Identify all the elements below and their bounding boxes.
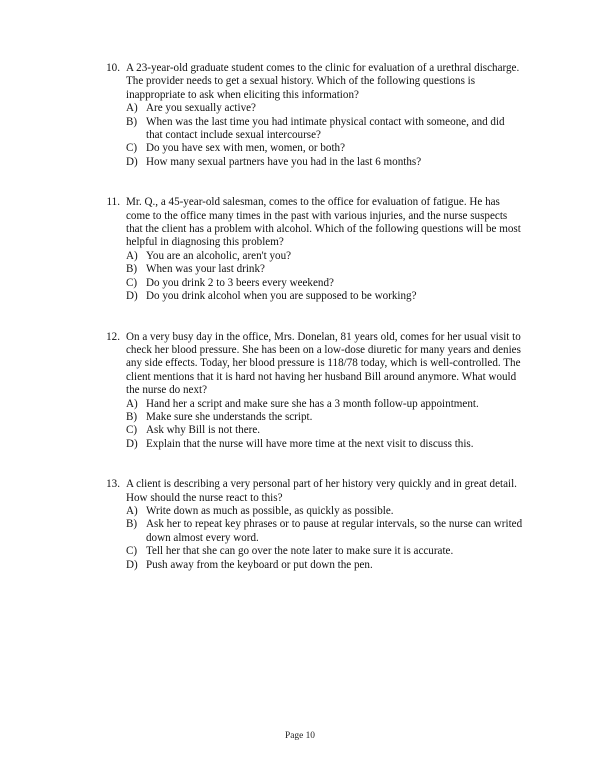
- option-list: [104, 505, 524, 572]
- option-list: [104, 398, 524, 452]
- option-letter: D): [126, 437, 138, 450]
- question-stem: [104, 62, 524, 102]
- option-letter: D): [126, 558, 138, 571]
- option-letter: D): [126, 290, 138, 303]
- question-list: [104, 62, 524, 599]
- question-number: 12.: [106, 330, 120, 343]
- option-item[interactable]: [126, 438, 524, 451]
- option-letter: C): [126, 424, 138, 437]
- question-item: [104, 62, 524, 169]
- option-letter: D): [126, 155, 138, 168]
- option-letter: C): [126, 545, 138, 558]
- option-item[interactable]: [126, 250, 524, 263]
- option-item[interactable]: [126, 290, 524, 303]
- option-text: Do you drink alcohol when you are supposed to be working?: [146, 290, 417, 303]
- option-text: Do you drink 2 to 3 beers every weekend?: [146, 276, 334, 289]
- option-text: Explain that the nurse will have more time at the next visit to discuss this.: [146, 437, 474, 450]
- option-item[interactable]: [126, 559, 524, 572]
- option-text: Do you have sex with men, women, or both?: [146, 142, 346, 155]
- option-letter: A): [126, 102, 138, 115]
- question-item: [104, 478, 524, 572]
- option-letter: A): [126, 249, 138, 262]
- option-text: Push away from the keyboard or put down the pen.: [146, 558, 373, 571]
- option-text: Make sure she understands the script.: [146, 410, 313, 423]
- question-stem: [104, 478, 524, 505]
- option-item[interactable]: [126, 156, 524, 169]
- question-text: A 23-year-old graduate student comes to the clinic for evaluation of a urethral discharge. The provider needs to get a sexual history. Which of the following questions is inappropriate to ask when eliciting this information?: [126, 62, 520, 101]
- question-text: On a very busy day in the office, Mrs. Donelan, 81 years old, comes for her usual visit to check her blood pressure. She has been on a low-dose diuretic for many years and denies any side effects. Today, her blood pressure is 118/78 today, which is well-controlled. The client mentions that it is hard not having her husband Bill around anymore. What would the nurse do next?: [126, 330, 521, 397]
- option-text: Ask her to repeat key phrases or to pause at regular intervals, so the nurse can writed down almost every word.: [146, 518, 523, 544]
- option-item[interactable]: [126, 545, 524, 558]
- option-text: How many sexual partners have you had in the last 6 months?: [146, 155, 422, 168]
- option-list: [104, 250, 524, 304]
- option-item[interactable]: [126, 263, 524, 276]
- question-number: 13.: [106, 478, 120, 491]
- question-stem: [104, 196, 524, 250]
- question-text: Mr. Q., a 45-year-old salesman, comes to the office for evaluation of fatigue. He has come to the office many times in the past with various injuries, and the nurse suspects that the client has a problem with alcohol. Which of the following questions will be most helpful in diagnosing this problem?: [126, 196, 521, 249]
- option-letter: B): [126, 263, 138, 276]
- option-item[interactable]: [126, 116, 524, 143]
- option-letter: C): [126, 276, 138, 289]
- option-text: Tell her that she can go over the note later to make sure it is accurate.: [146, 545, 454, 558]
- option-text: You are an alcoholic, aren't you?: [146, 249, 292, 262]
- option-letter: A): [126, 397, 138, 410]
- option-item[interactable]: [126, 102, 524, 115]
- question-number: 11.: [106, 196, 120, 209]
- option-item[interactable]: [126, 142, 524, 155]
- option-letter: B): [126, 410, 138, 423]
- option-letter: A): [126, 504, 138, 517]
- option-list: [104, 102, 524, 169]
- question-number: 10.: [106, 62, 120, 74]
- option-item[interactable]: [126, 518, 524, 545]
- option-item[interactable]: [126, 411, 524, 424]
- question-item: [104, 331, 524, 452]
- option-text: Are you sexually active?: [146, 102, 256, 115]
- option-item[interactable]: [126, 277, 524, 290]
- option-text: Ask why Bill is not there.: [146, 424, 261, 437]
- option-item[interactable]: [126, 398, 524, 411]
- option-text: When was your last drink?: [146, 263, 265, 276]
- option-text: Hand her a script and make sure she has a 3 month follow-up appointment.: [146, 397, 479, 410]
- option-letter: B): [126, 518, 138, 531]
- question-item: [104, 196, 524, 303]
- option-letter: C): [126, 142, 138, 155]
- option-item[interactable]: [126, 424, 524, 437]
- question-stem: [104, 331, 524, 398]
- page-footer: Page 10: [285, 731, 315, 741]
- option-text: When was the last time you had intimate physical contact with someone, and did that contact include sexual intercourse?: [146, 115, 505, 142]
- option-letter: B): [126, 115, 138, 128]
- option-item[interactable]: [126, 505, 524, 518]
- option-text: Write down as much as possible, as quickly as possible.: [146, 504, 394, 517]
- question-text: A client is describing a very personal part of her history very quickly and in great detail. How should the nurse react to this?: [126, 478, 517, 504]
